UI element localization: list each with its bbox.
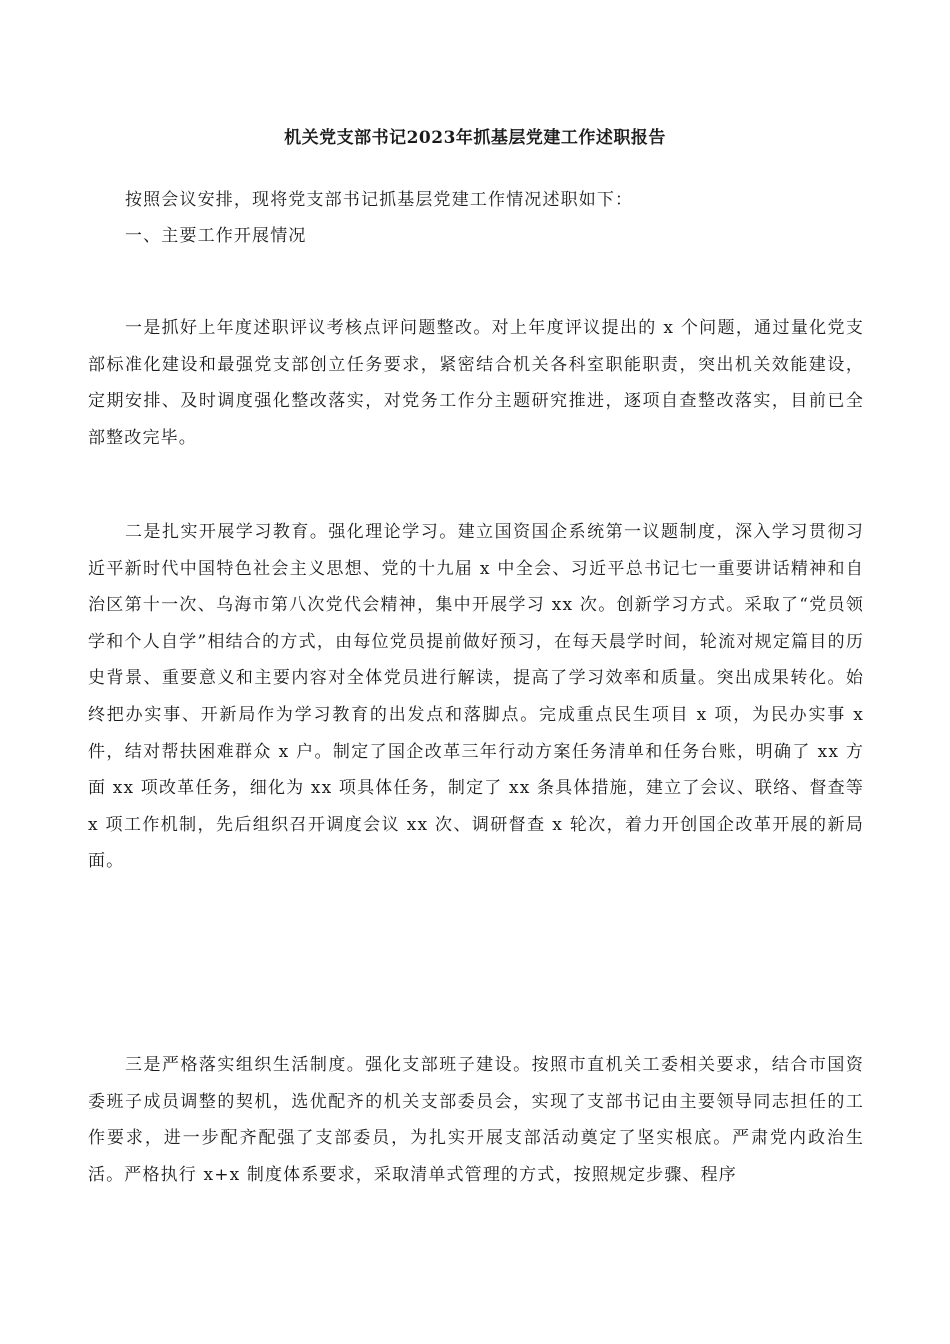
document-title: 机关党支部书记2023年抓基层党建工作述职报告 [284,128,666,148]
body-paragraph-2: 二是扎实开展学习教育。强化理论学习。建立国资国企系统第一议题制度，深入学习贯彻习近平新时代中国特色社会主义思想、党的十九届 x 中全会、习近平总书记七一重要讲话精神和自治区第十一次、乌海市第八次党代会精神，集中开展学习 xx 次。创新学习方式。采取了“党员领学和个人自学”相结合的方式，由每位党员提前做好预习，在每天晨学时间，轮流对规定篇目的历史背景、重要意义和主要内容对全体党员进行解读，提高了学习效率和质量。突出成果转化。始终把办实事、开新局作为学习教育的出发点和落脚点。完成重点民生项目 x 项，为民办实事 x 件，结对帮扶困难群众 x 户。制定了国企改革三年行动方案任务清单和任务台账，明确了 xx 方面 xx 项改革任务，细化为 xx 项具体任务，制定了 xx 条具体措施，建立了会议、联络、督查等 x 项工作机制，先后组织召开调度会议 xx 次、调研督查 x 轮次，着力开创国企改革开展的新局面。 [88,522,864,872]
body-paragraph-1: 一是抓好上年度述职评议考核点评问题整改。对上年度评议提出的 x 个问题，通过量化党支部标准化建设和最强党支部创立任务要求，紧密结合机关各科室职能职责，突出机关效能建设，定期安排、及时调度强化整改落实，对党务工作分主题研究推进，逐项自查整改落实，目前已全部整改完毕。 [88,318,864,448]
intro-paragraph: 按照会议安排，现将党支部书记抓基层党建工作情况述职如下： [125,190,634,210]
body-paragraph-3: 三是严格落实组织生活制度。强化支部班子建设。按照市直机关工委相关要求，结合市国资委班子成员调整的契机，选优配齐的机关支部委员会，实现了支部书记由主要领导同志担任的工作要求，进一步配齐配强了支部委员，为扎实开展支部活动奠定了坚实根底。严肃党内政治生活。严格执行 x+x 制度体系要求，采取清单式管理的方式，按照规定步骤、程序 [88,1055,864,1185]
section-heading: 一、主要工作开展情况 [125,226,307,246]
